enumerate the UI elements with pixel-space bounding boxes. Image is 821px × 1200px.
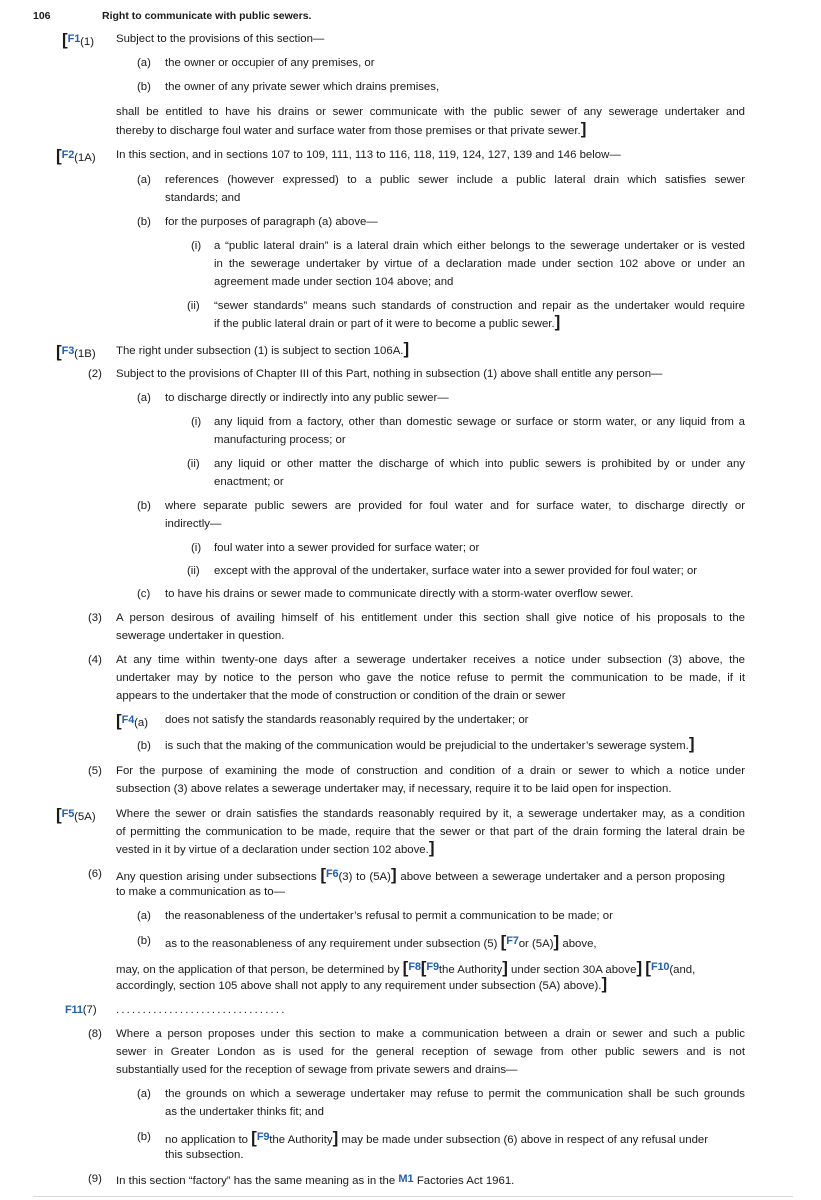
- paragraph-label: (a): [137, 57, 151, 69]
- paragraph-text: indirectly—: [165, 518, 222, 530]
- footnote-ref-f5[interactable]: F5: [61, 808, 75, 820]
- subsection-text-part: above between a sewerage undertaker and a person proposing: [400, 871, 725, 883]
- subsection-text-part: In this section “factory” has the same meaning as in the: [116, 1175, 396, 1187]
- subsection-text: of permitting the communication to be made, require that the sewer or that part of the drain forming the lateral drain be: [116, 826, 745, 838]
- continuation-text-end: accordingly, section 105 above shall not apply to any requirement under subsection (5A) above).: [116, 980, 602, 992]
- subparagraph-text: [214, 312, 561, 333]
- page-header: [33, 10, 311, 22]
- paragraph-text: where separate public sewers are provided for foul water and for surface water, to discharge directly or: [165, 500, 745, 512]
- footnote-ref-f7[interactable]: F7: [506, 935, 519, 947]
- footnote-ref-f3[interactable]: F3: [61, 345, 75, 357]
- paragraph-text: to discharge directly or indirectly into any public sewer—: [165, 392, 449, 404]
- amended-text: the Authority: [438, 964, 503, 976]
- paragraph-label: (b): [137, 500, 151, 512]
- subsection-text: appears to the undertaker that the mode of construction or condition of the drain or sewer: [116, 690, 566, 702]
- amendment-open-bracket: [: [420, 958, 427, 977]
- subparagraph-label: (i): [191, 240, 202, 252]
- subsection-label: (4): [88, 654, 102, 666]
- subsection-label: (1A): [74, 152, 96, 164]
- footnote-ref-f10[interactable]: F10: [650, 961, 670, 973]
- subsection-text: sewer in Greater London as is used for the general reception of sewage from other public sewers and is not: [116, 1046, 745, 1058]
- paragraph-text: the reasonableness of the undertaker’s refusal to permit a communication to be made; or: [165, 910, 613, 922]
- paragraph-text-part: as to the reasonableness of any requirement under subsection (5): [165, 938, 498, 950]
- repealed-text-dots: . . . . . . . . . . . . . . . . . . . . . . . . . . . . . . . .: [116, 1004, 284, 1016]
- paragraph-text: as the undertaker thinks fit; and: [165, 1106, 324, 1118]
- subsection-label: (6): [88, 868, 102, 880]
- amendment-close-bracket: ]: [601, 974, 608, 993]
- amendment-close-bracket: ]: [580, 119, 587, 138]
- subparagraph-text: agreement made under section 104 above; and: [214, 276, 454, 288]
- amendment-close-bracket: ]: [390, 865, 397, 884]
- paragraph-label: (a): [137, 910, 151, 922]
- continuation-text-part: may, on the application of that person, be determined by: [116, 964, 400, 976]
- paragraph-text: the grounds on which a sewerage undertaker may refuse to permit the communication shall be such grounds: [165, 1088, 745, 1100]
- amendment-open-bracket: [: [402, 958, 409, 977]
- paragraph-text: the owner or occupier of any premises, or: [165, 57, 375, 69]
- subparagraph-text: manufacturing process; or: [214, 434, 346, 446]
- paragraph-text-body: is such that the making of the communication would be prejudicial to the undertaker’s sewerage system.: [165, 740, 689, 752]
- subsection-text: For the purpose of examining the mode of construction and condition of a drain or sewer to which a notice under: [116, 765, 745, 777]
- paragraph-label: [116, 711, 148, 732]
- amended-text: (3) to (5A): [338, 871, 391, 883]
- subparagraph-text: a “public lateral drain” is a lateral drain which either belongs to the sewerage undertaker or is vested: [214, 240, 745, 252]
- paragraph-text-part: above,: [562, 938, 597, 950]
- footnote-ref-f11[interactable]: F11: [65, 1004, 83, 1016]
- footnote-ref-f6[interactable]: F6: [326, 868, 339, 880]
- amended-text: (and,: [669, 964, 696, 976]
- subparagraph-label: (ii): [187, 300, 200, 312]
- continuation-text: [116, 119, 587, 140]
- subsection-label: (3): [88, 612, 102, 624]
- footnote-ref-f9[interactable]: F9: [256, 1131, 270, 1143]
- paragraph-text: for the purposes of paragraph (a) above—: [165, 216, 378, 228]
- paragraph-text: references (however expressed) to a public sewer include a public lateral drain which satisfies sewer: [165, 174, 745, 186]
- subsection-text: [116, 1170, 514, 1190]
- subparagraph-text: “sewer standards” means such standards of construction and repair as the undertaker would require: [214, 300, 745, 312]
- page-bottom-rule: [33, 1196, 793, 1197]
- amendment-close-bracket: ]: [332, 1128, 339, 1147]
- amendment-open-bracket: [: [500, 932, 507, 951]
- paragraph-label: (b): [137, 740, 151, 752]
- subsection-text-part: Any question arising under subsections: [116, 871, 317, 883]
- amendment-open-bracket: [: [56, 805, 62, 824]
- subparagraph-text: foul water into a sewer provided for surface water; or: [214, 542, 480, 554]
- paragraph-text-part: no application to: [165, 1134, 248, 1146]
- subsection-text: A person desirous of availing himself of his entitlement under this section shall give notice of his proposals to the: [116, 612, 745, 624]
- footnote-ref-f9[interactable]: F9: [426, 961, 439, 973]
- subsection-label: (2): [88, 368, 102, 380]
- subparagraph-text: any liquid from a factory, other than domestic sewage or surface or storm water, or any liquid from a: [214, 416, 745, 428]
- amendment-close-bracket: ]: [403, 339, 410, 358]
- subparagraph-label: (ii): [187, 458, 200, 470]
- subsection-text: [116, 838, 435, 859]
- paragraph-label: (c): [137, 588, 151, 600]
- paragraph-text: the owner of any private sewer which drains premises,: [165, 81, 440, 93]
- footnote-ref-f2[interactable]: F2: [61, 149, 75, 161]
- subsection-label: (8): [88, 1028, 102, 1040]
- subsection-5a: [56, 805, 96, 826]
- paragraph-label: (a): [137, 1088, 151, 1100]
- subsection-1a: [56, 146, 96, 167]
- amendment-close-bracket: ]: [636, 958, 643, 977]
- paragraph-text: standards; and: [165, 192, 241, 204]
- paragraph-text: does not satisfy the standards reasonably required by the undertaker; or: [165, 714, 529, 726]
- continuation-text-end: thereby to discharge foul water and surface water from those premises or that private sewer.: [116, 125, 581, 137]
- subsection-text: At any time within twenty-one days after a sewerage undertaker receives a notice under subsection (3) above, the: [116, 654, 745, 666]
- subsection-text: substantially used for the reception of sewage from private sewers and drains—: [116, 1064, 518, 1076]
- subparagraph-label: (i): [191, 542, 202, 554]
- footnote-ref-f4[interactable]: F4: [121, 714, 135, 726]
- subparagraph-text: enactment; or: [214, 476, 284, 488]
- marginal-citation-m1[interactable]: M1: [398, 1173, 414, 1185]
- subsection-text-body: The right under subsection (1) is subject to section 106A.: [116, 345, 404, 357]
- continuation-text: [116, 958, 695, 979]
- amendment-open-bracket: [: [62, 30, 68, 49]
- paragraph-text: this subsection.: [165, 1149, 244, 1161]
- subsection-text-part: Factories Act 1961.: [416, 1175, 515, 1187]
- paragraph-label: (a): [137, 174, 151, 186]
- amendment-open-bracket: [: [251, 1128, 257, 1147]
- amendment-close-bracket: ]: [553, 932, 560, 951]
- subsection-text: Subject to the provisions of Chapter III of this Part, nothing in subsection (1) above shall entitle any person—: [116, 368, 663, 380]
- subsection-text: In this section, and in sections 107 to 109, 111, 113 to 116, 118, 119, 124, 127, 139 and 146 below—: [116, 149, 621, 161]
- subsection-text: undertaker may by notice to the person who gave the notice refuse to permit the communication to be made, if it: [116, 672, 745, 684]
- amendment-close-bracket: ]: [554, 312, 561, 331]
- subsection-label: (1B): [74, 348, 96, 360]
- paragraph-label-text: (a): [134, 717, 149, 729]
- amendment-open-bracket: [: [56, 342, 62, 361]
- paragraph-label: (b): [137, 935, 151, 947]
- subsection-text: Subject to the provisions of this section—: [116, 33, 325, 45]
- subsection-1b: [56, 342, 96, 363]
- continuation-text: [116, 974, 608, 995]
- amendment-open-bracket: [: [320, 865, 327, 884]
- subparagraph-text: except with the approval of the undertaker, surface water into a sewer provided for foul water; or: [214, 565, 698, 577]
- subsection-text: to make a communication as to—: [116, 886, 286, 898]
- amendment-close-bracket: ]: [688, 734, 695, 753]
- paragraph-label: (b): [137, 1131, 151, 1143]
- paragraph-text-part: may be made under subsection (6) above in respect of any refusal under: [341, 1134, 709, 1146]
- paragraph-text: [165, 1128, 708, 1149]
- amendment-close-bracket: ]: [428, 838, 435, 857]
- paragraph-text: to have his drains or sewer made to communicate directly with a storm-water overflow sewer.: [165, 588, 634, 600]
- continuation-text-part: under section 30A above: [511, 964, 637, 976]
- amendment-open-bracket: [: [116, 711, 122, 730]
- subsection-label: (5A): [74, 811, 96, 823]
- subsection-text: Where a person proposes under this section to make a communication between a drain or sewer and such a public: [116, 1028, 745, 1040]
- footnote-ref-f1[interactable]: F1: [67, 33, 81, 45]
- subsection-1: [62, 30, 94, 51]
- amended-text: or (5A): [518, 938, 554, 950]
- amendment-open-bracket: [: [645, 958, 651, 977]
- subsection-text: sewerage undertaker in question.: [116, 630, 285, 642]
- subparagraph-text-end: if the public lateral drain or part of it were to become a public sewer.: [214, 318, 555, 330]
- subsection-text: [116, 339, 410, 360]
- amendment-close-bracket: ]: [502, 958, 508, 977]
- subsection-text: subsection (3) above relates a sewerage undertaker may, if necessary, require it to be laid open for inspection.: [116, 783, 672, 795]
- paragraph-text: [165, 932, 597, 953]
- paragraph-label: (b): [137, 216, 151, 228]
- paragraph-label: (a): [137, 392, 151, 404]
- amended-text: the Authority: [269, 1134, 333, 1146]
- subsection-text: Where the sewer or drain satisfies the standards reasonably required by it, a sewerage undertaker may, as a condition: [116, 808, 745, 820]
- subsection-text-end: vested in it by virtue of a declaration under section 102 above.: [116, 844, 429, 856]
- amendment-open-bracket: [: [56, 146, 62, 165]
- subsection-label: (9): [88, 1173, 102, 1185]
- subsection-7: [65, 1001, 97, 1019]
- subparagraph-label: (ii): [187, 565, 200, 577]
- paragraph-text: [165, 734, 695, 755]
- footnote-ref-f8[interactable]: F8: [408, 961, 421, 973]
- subparagraph-label: (i): [191, 416, 202, 428]
- section-title: Right to communicate with public sewers.: [102, 10, 312, 22]
- subparagraph-text: any liquid or other matter the discharge of which into public sewers is prohibited by or under any: [214, 458, 745, 470]
- continuation-text: shall be entitled to have his drains or sewer communicate with the public sewer of any sewerage undertaker and: [116, 106, 745, 118]
- subparagraph-text: in the sewerage undertaker by virtue of a declaration made under section 102 above or under an: [214, 258, 745, 270]
- subsection-label: (1): [80, 36, 95, 48]
- subsection-label: (7): [82, 1004, 97, 1016]
- paragraph-label: (b): [137, 81, 151, 93]
- subsection-label: (5): [88, 765, 102, 777]
- page-number: 106: [33, 10, 51, 22]
